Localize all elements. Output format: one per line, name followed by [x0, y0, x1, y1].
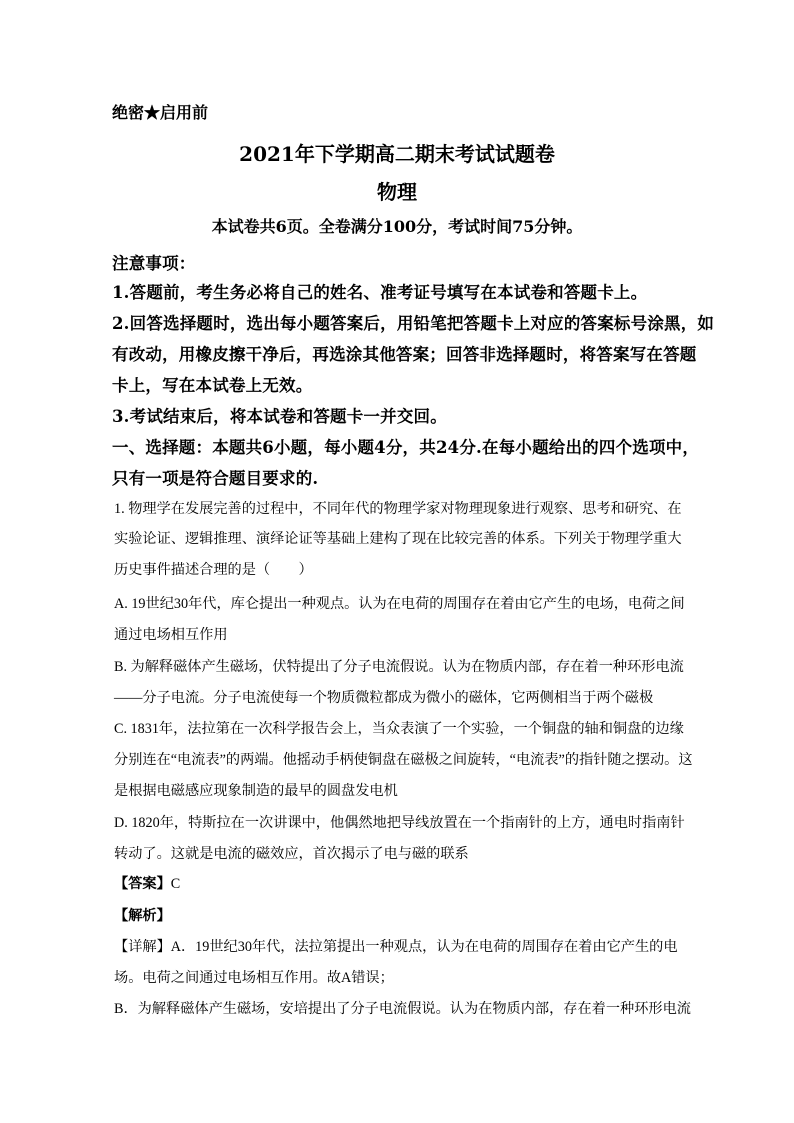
section-heading-line-2: 只有一项是符合题目要求的.	[112, 469, 319, 488]
option-c-line-3: 是根据电磁感应现象制造的最早的圆盘发电机	[114, 783, 398, 799]
section-heading-line-1: 一、选择题：本题共6小题，每小题4分，共24分.在每小题给出的四个选项中，	[112, 438, 700, 457]
subject-title: 物理	[377, 180, 417, 204]
option-d-line-2: 转动了。这就是电流的磁效应，首次揭示了电与磁的联系	[114, 846, 469, 862]
question-stem-line-2: 实验论证、逻辑推理、演绎论证等基础上建构了现在比较完善的体系。下列关于物理学重大	[114, 531, 682, 547]
option-a-line-2: 通过电场相互作用	[114, 627, 228, 643]
option-c-line-1: C. 1831年，法拉第在一次科学报告会上，当众表演了一个实验，一个铜盘的轴和铜盘的边缘	[114, 721, 684, 737]
analysis-label: 【解析】	[114, 908, 171, 924]
answer-value: C	[170, 876, 181, 892]
answer-line	[114, 873, 684, 893]
confidential-mark: 绝密★启用前	[112, 103, 209, 122]
notice-item-2-line-3: 卡上，写在本试卷上无效。	[112, 376, 313, 395]
question-stem-line-1: 1. 物理学在发展完善的过程中，不同年代的物理学家对物理现象进行观察、思考和研究、在	[114, 501, 682, 517]
notice-item-1: 1.答题前，考生务必将自己的姓名、准考证号填写在本试卷和答题卡上。	[112, 283, 648, 302]
option-b-line-1: B. 为解释磁体产生磁场，伏特提出了分子电流假说。认为在物质内部，存在着一种环形电流	[114, 659, 684, 675]
option-b-line-2: ——分子电流。分子电流使每一个物质微粒都成为微小的磁体，它两侧相当于两个磁极	[114, 690, 654, 706]
exam-title: 2021年下学期高二期末考试试题卷	[239, 142, 555, 166]
option-d-line-1: D. 1820年，特斯拉在一次讲课中，他偶然地把导线放置在一个指南针的上方，通电时指南针	[114, 815, 685, 831]
option-a-line-1: A. 19世纪30年代，库仑提出一种观点。认为在电荷的周围存在着由它产生的电场，电荷之间	[114, 596, 685, 612]
detail-line-3: B．为解释磁体产生磁场，安培提出了分子电流假说。认为在物质内部，存在着一种环形电流	[114, 1001, 691, 1017]
question-stem-line-3: 历史事件描述合理的是（ ）	[114, 562, 313, 578]
exam-info: 本试卷共6页。全卷满分100分，考试时间75分钟。	[211, 217, 583, 236]
option-c-line-2: 分别连在“电流表”的两端。他摇动手柄使铜盘在磁极之间旋转，“电流表”的指针随之摆动。这	[114, 752, 693, 768]
detail-line-1: 【详解】A．19世纪30年代，法拉第提出一种观点，认为在电荷的周围存在着由它产生的电	[114, 939, 678, 955]
notice-item-2-line-2: 有改动，用橡皮擦干净后，再选涂其他答案；回答非选择题时，将答案写在答题	[112, 345, 697, 364]
answer-label: 【答案】	[114, 876, 171, 892]
notice-heading: 注意事项：	[112, 254, 196, 273]
detail-line-2: 场。电荷之间通过电场相互作用。故A错误；	[114, 970, 394, 986]
notice-item-3: 3.考试结束后，将本试卷和答题卡一并交回。	[112, 407, 447, 426]
notice-item-2-line-1: 2.回答选择题时，选出每小题答案后，用铅笔把答题卡上对应的答案标号涂黑，如	[112, 314, 715, 333]
